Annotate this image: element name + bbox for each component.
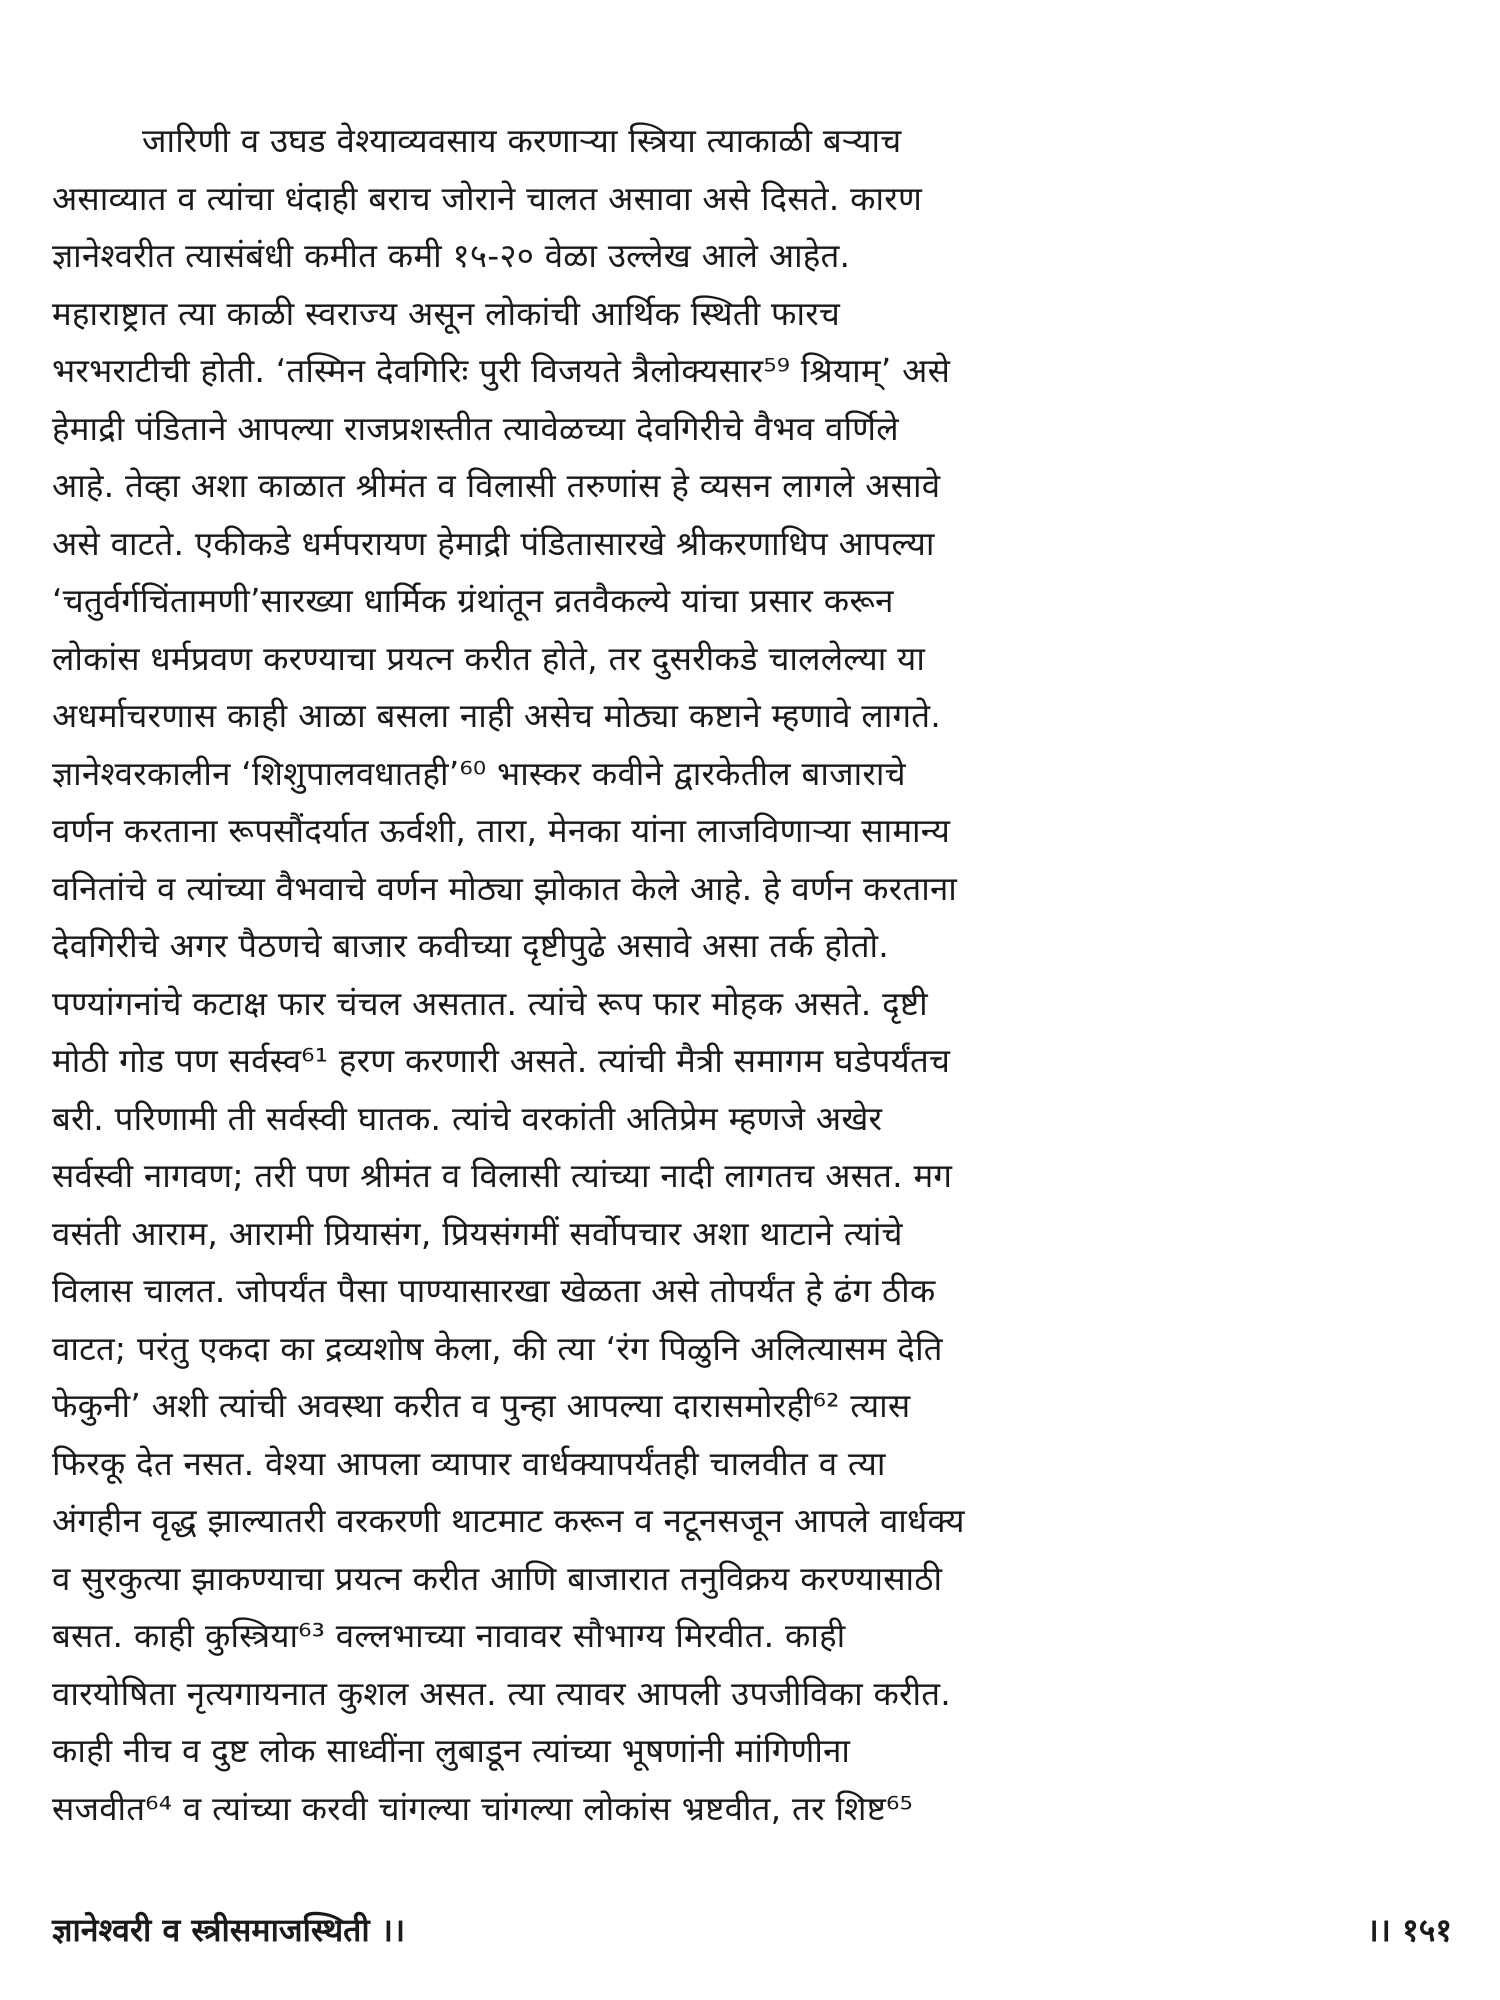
- text-line-24: फिरकू देत नसत. वेश्या आपला व्यापार वार्धक्यापर्यंतही चालवीत व त्या: [52, 1443, 886, 1483]
- text-line-30: सजवीत⁶⁴ व त्यांच्या करवी चांगल्या चांगल्या लोकांस भ्रष्टवीत, तर शिष्ट⁶⁵: [52, 1788, 913, 1828]
- body-paragraph: [52, 112, 1452, 1837]
- text-line-2: असाव्यात व त्यांचा धंदाही बराच जोराने चालत असावा असे दिसते. कारण: [52, 178, 923, 218]
- running-title: ज्ञानेश्वरी व स्त्रीसमाजस्थिती ।।: [52, 1911, 406, 1949]
- page-number: ।। १५१: [1366, 1911, 1452, 1949]
- text-line-5: भरभराटीची होती. ‘तस्मिन देवगिरिः पुरी विजयते त्रैलोक्यसार⁵⁹ श्रियाम्’ असे: [52, 351, 951, 390]
- text-line-9: ‘चतुर्वर्गचिंतामणी’सारख्या धार्मिक ग्रंथांतून व्रतवैकल्ये यांचा प्रसार करून: [52, 581, 894, 620]
- text-line-20: वसंती आराम, आरामी प्रियासंग, प्रियसंगमीं सर्वोपचार अशा थाटाने त्यांचे: [52, 1213, 903, 1253]
- text-line-28: वारयोषिता नृत्यगायनात कुशल असत. त्या त्यावर आपली उपजीविका करीत.: [52, 1673, 952, 1713]
- page-footer: [52, 1905, 1452, 1955]
- text-line-3: ज्ञानेश्वरीत त्यासंबंधी कमीत कमी १५-२० वेळा उल्लेख आले आहेत.: [52, 236, 851, 275]
- text-line-11: अधर्माचरणास काही आळा बसला नाही असेच मोठ्या कष्टाने म्हणावे लागते.: [52, 696, 941, 735]
- text-line-16: पण्यांगनांचे कटाक्ष फार चंचल असतात. त्यांचे रूप फार मोहक असते. दृष्टी: [52, 983, 928, 1023]
- text-line-22: वाटत; परंतु एकदा का द्रव्यशोष केला, की त्या ‘रंग पिळुनि अलित्यासम देति: [52, 1328, 943, 1368]
- text-line-4: महाराष्ट्रात त्या काळी स्वराज्य असून लोकांची आर्थिक स्थिती फारच: [52, 293, 841, 333]
- text-line-1: जारिणी व उघड वेश्याव्यवसाय करणाऱ्या स्त्रिया त्याकाळी बऱ्याच: [142, 121, 902, 160]
- text-line-10: लोकांस धर्मप्रवण करण्याचा प्रयत्न करीत होते, तर दुसरीकडे चाललेल्या या: [52, 638, 926, 678]
- text-line-15: देवगिरीचे अगर पैठणचे बाजार कवीच्या दृष्टीपुढे असावे असा तर्क होतो.: [52, 926, 889, 965]
- text-line-27: बसत. काही कुस्त्रिया⁶³ वल्लभाच्या नावावर सौभाग्य मिरवीत. काही: [52, 1616, 846, 1655]
- text-line-21: विलास चालत. जोपर्यंत पैसा पाण्यासारखा खेळता असे तोपर्यंत हे ढंग ठीक: [52, 1271, 936, 1310]
- text-line-19: सर्वस्वी नागवण; तरी पण श्रीमंत व विलासी त्यांच्या नादी लागतच असत. मग: [52, 1156, 953, 1195]
- text-line-29: काही नीच व दुष्ट लोक साध्वींना लुबाडून त्यांच्या भूषणांनी मांगिणीना: [52, 1731, 851, 1770]
- text-line-26: व सुरकुत्या झाकण्याचा प्रयत्न करीत आणि बाजारात तनुविक्रय करण्यासाठी: [52, 1558, 943, 1598]
- text-line-13: वर्णन करताना रूपसौंदर्यात ऊर्वशी, तारा, मेनका यांना लाजविणाऱ्या सामान्य: [52, 811, 951, 850]
- text-line-8: असे वाटते. एकीकडे धर्मपरायण हेमाद्री पंडितासारखे श्रीकरणाधिप आपल्या: [52, 523, 935, 563]
- text-line-14: वनितांचे व त्यांच्या वैभवाचे वर्णन मोठ्या झोकात केले आहे. हे वर्णन करताना: [52, 868, 958, 908]
- text-line-6: हेमाद्री पंडिताने आपल्या राजप्रशस्तीत त्यावेळच्या देवगिरीचे वैभव वर्णिले: [52, 408, 899, 448]
- text-line-18: बरी. परिणामी ती सर्वस्वी घातक. त्यांचे वरकांती अतिप्रेम म्हणजे अखेर: [52, 1098, 883, 1138]
- text-line-12: ज्ञानेश्वरकालीन ‘शिशुपालवधातही’⁶⁰ भास्कर कवीने द्वारकेतील बाजाराचे: [52, 753, 906, 793]
- text-line-25: अंगहीन वृद्ध झाल्यातरी वरकरणी थाटमाट करून व नटूनसजून आपले वार्धक्य: [52, 1501, 965, 1540]
- text-line-7: आहे. तेव्हा अशा काळात श्रीमंत व विलासी तरुणांस हे व्यसन लागले असावे: [52, 466, 941, 505]
- text-line-17: मोठी गोड पण सर्वस्व⁶¹ हरण करणारी असते. त्यांची मैत्री समागम घडेपर्यंतच: [52, 1041, 951, 1080]
- text-line-23: फेकुनी’ अशी त्यांची अवस्था करीत व पुन्हा आपल्या दारासमोरही⁶² त्यास: [52, 1386, 911, 1425]
